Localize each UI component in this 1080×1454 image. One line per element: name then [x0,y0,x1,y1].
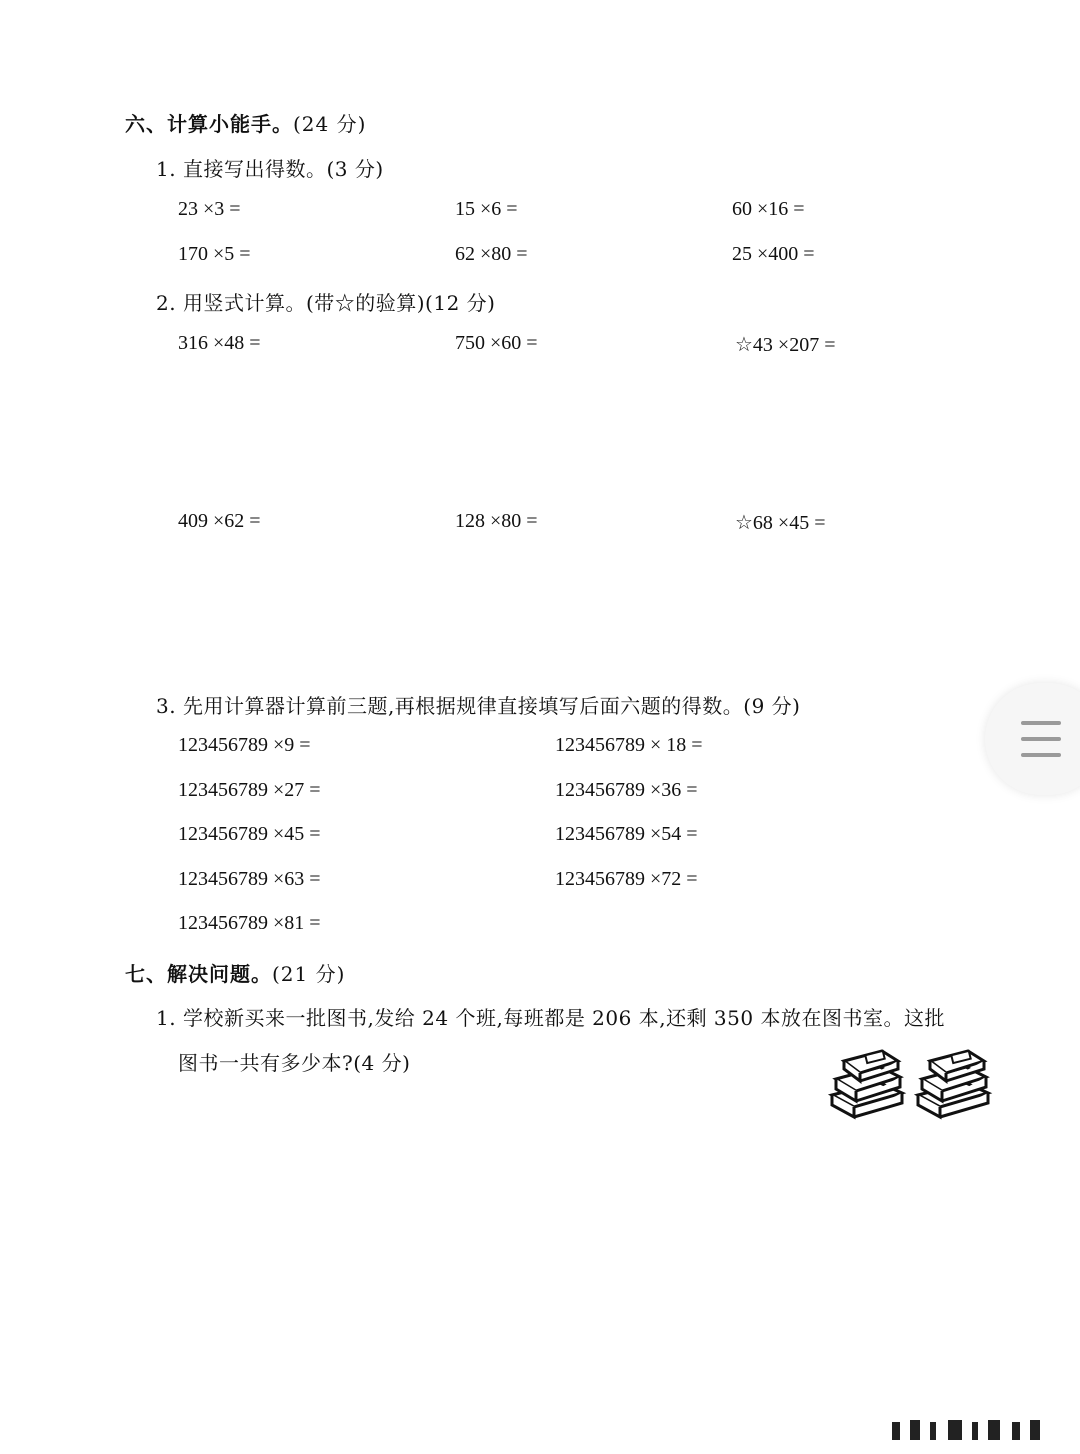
expression: ☆68 ×45 = [735,512,826,534]
book-stack-icon [908,1043,996,1123]
section-7-title: 七、解决问题。 [125,962,272,986]
expression: 123456789 ×27 = [178,779,321,801]
section-7-heading [125,958,345,987]
expression: 23 ×3 = [178,198,241,220]
expression: ☆43 ×207 = [735,334,836,356]
expression: 750 ×60 = [455,332,538,354]
section-6-heading [125,108,366,137]
expression: 123456789 ×9 = [178,734,311,756]
expression: 25 ×400 = [732,243,815,265]
expression: 123456789 × 18 = [555,734,703,756]
expression: 62 ×80 = [455,243,528,265]
decorative-strokes [880,1416,1060,1444]
question-6-1-label: 1. 直接写出得数。(3 分) [156,157,384,181]
expression: 123456789 ×63 = [178,868,321,890]
expression: 123456789 ×54 = [555,823,698,845]
expression: 123456789 ×81 = [178,912,321,934]
expression: 60 ×16 = [732,198,805,220]
expression: 170 ×5 = [178,243,251,265]
expression: 123456789 ×72 = [555,868,698,890]
question-6-2-label: 2. 用竖式计算。(带☆的验算)(12 分) [156,291,496,315]
question-7-1-line-1: 1. 学校新买来一批图书,发给 24 个班,每班都是 206 本,还剩 350 本放在图书室。这批 [156,1006,945,1030]
expression: 15 ×6 = [455,198,518,220]
expression: 409 ×62 = [178,510,261,532]
expression: 128 ×80 = [455,510,538,532]
expression: 123456789 ×45 = [178,823,321,845]
expression: 123456789 ×36 = [555,779,698,801]
hamburger-menu-icon [1021,721,1061,757]
question-7-1-line-2: 图书一共有多少本?(4 分) [178,1051,411,1075]
section-6-title: 六、计算小能手。 [125,112,293,136]
question-6-3-label: 3. 先用计算器计算前三题,再根据规律直接填写后面六题的得数。(9 分) [156,694,801,718]
expression: 316 ×48 = [178,332,261,354]
section-6-points: (24 分) [293,112,367,136]
book-stack-icon [822,1043,910,1123]
section-7-points: (21 分) [272,962,346,986]
